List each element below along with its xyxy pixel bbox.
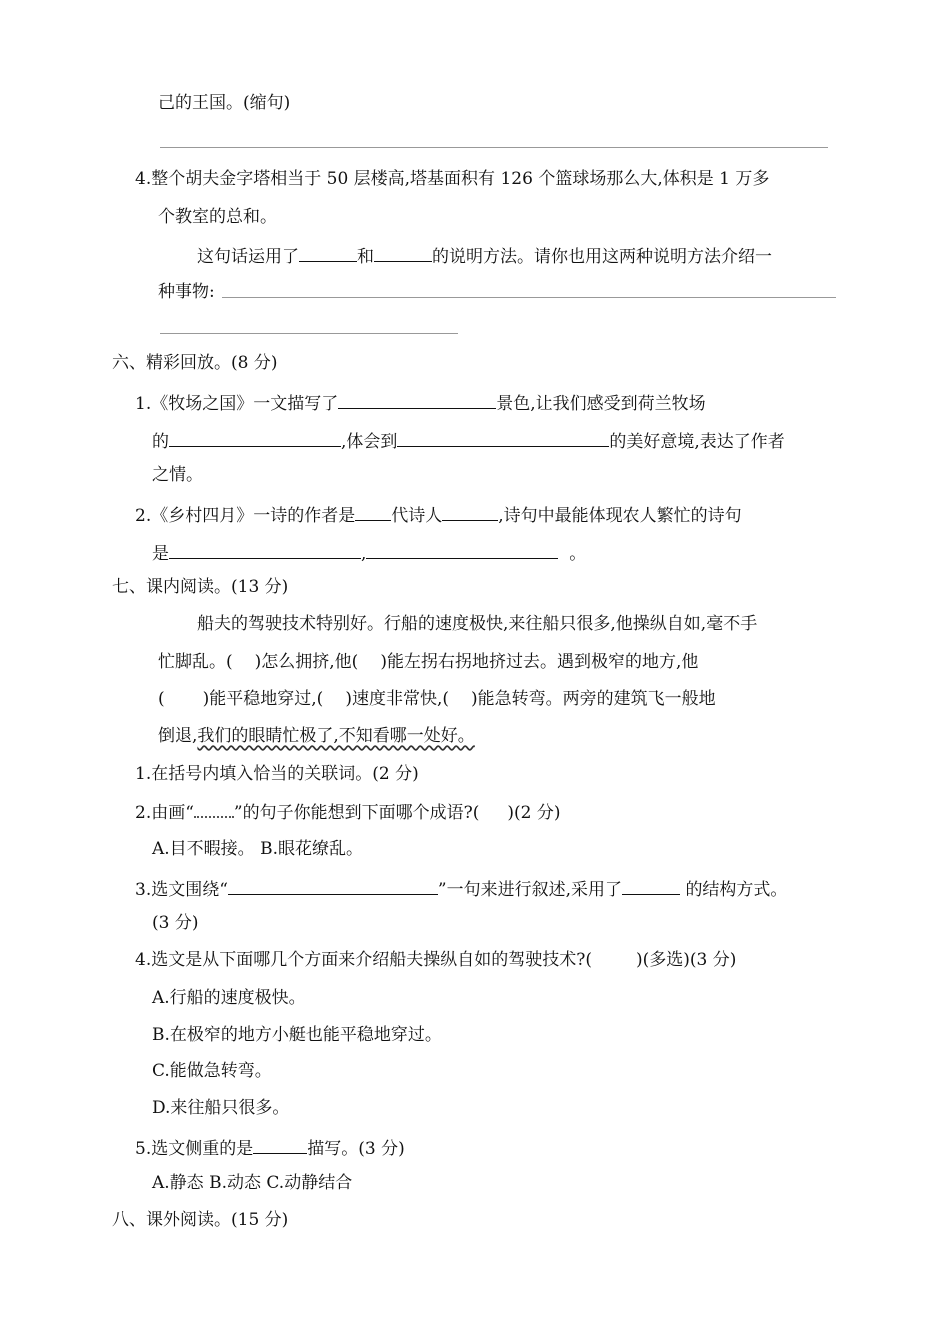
q-text: 代诗人 [391, 506, 443, 526]
q4-text: 的说明方法。请你也用这两种说明方法介绍一 [432, 247, 772, 267]
answer-blank[interactable] [228, 876, 438, 895]
section-7-title: 七、课内阅读。(13 分) [112, 577, 289, 597]
q-text: 的结构方式。 [685, 880, 788, 900]
passage-line4 [158, 725, 475, 747]
answer-blank[interactable] [338, 390, 496, 409]
q-text: , [361, 544, 367, 564]
s7-q4-option-b: B.在极窄的地方小艇也能平稳地穿过。 [152, 1025, 442, 1045]
s7-q4-option-a: A.行船的速度极快。 [152, 988, 306, 1008]
passage-line1: 船夫的驾驶技术特别好。行船的速度极快,来往船只很多,他操纵自如,毫不手 [197, 614, 758, 634]
passage-text: )怎么拥挤,他( [254, 652, 359, 672]
q4-line1: 4.整个胡夫金字塔相当于 50 层楼高,塔基面积有 126 个篮球场那么大,体积是 1 万多 [135, 169, 770, 189]
q-text: 是 [152, 544, 169, 564]
answer-blank[interactable] [397, 428, 609, 447]
passage-text: )能左拐右拐地挤过去。遇到极窄的地方,他 [380, 652, 699, 672]
answer-line[interactable] [160, 147, 828, 148]
section-8-title: 八、课外阅读。(15 分) [112, 1210, 289, 1230]
wavy-line-sample [194, 800, 234, 818]
s7-q4-option-d: D.来往船只很多。 [152, 1098, 290, 1118]
s6-q2-line2 [152, 540, 586, 565]
s6-q1-line2 [152, 428, 785, 453]
q-text: 3.选文围绕“ [135, 880, 228, 900]
passage-text: 倒退, [158, 726, 198, 746]
passage-line2 [158, 651, 698, 673]
q4-line3 [197, 243, 772, 268]
q4-line2: 个教室的总和。 [158, 207, 277, 227]
answer-blank[interactable] [622, 876, 680, 895]
q-text: 1.《牧场之国》一文描写了 [135, 394, 339, 414]
q3-tail-text: 己的王国。(缩句) [158, 93, 291, 113]
q-text: ”的句子你能想到下面哪个成语?( [233, 803, 480, 823]
s7-q5-options: A.静态 B.动态 C.动静结合 [152, 1173, 353, 1193]
q-text: 4.选文是从下面哪几个方面来介绍船夫操纵自如的驾驶技术?( [135, 950, 592, 970]
s7-q1: 1.在括号内填入恰当的关联词。(2 分) [135, 764, 419, 784]
s7-q2-options: A.目不暇接。 B.眼花缭乱。 [152, 839, 363, 859]
underlined-sentence: 我们的眼睛忙极了,不知看哪一处好。 [197, 726, 475, 746]
answer-blank[interactable] [374, 243, 432, 262]
s6-q1-line3: 之情。 [152, 465, 203, 485]
answer-blank[interactable] [355, 502, 391, 521]
s7-q5 [135, 1135, 405, 1160]
s6-q2-line1 [135, 502, 742, 527]
answer-line[interactable] [222, 297, 836, 298]
q4-text: 这句话运用了 [197, 247, 299, 267]
section-6-title: 六、精彩回放。(8 分) [112, 353, 278, 373]
passage-text: ( [158, 689, 165, 709]
s7-q3 [135, 876, 787, 901]
q-text: 5.选文侧重的是 [135, 1139, 254, 1159]
q4-line4 [158, 281, 215, 303]
q-text: ”一句来进行叙述,采用了 [437, 880, 623, 900]
passage-text: )能急转弯。两旁的建筑飞一般地 [470, 689, 716, 709]
s6-q1-line1 [135, 390, 706, 415]
answer-blank[interactable] [442, 502, 498, 521]
q4-text: 和 [357, 247, 374, 267]
answer-blank[interactable] [366, 540, 558, 559]
q-text: 描写。(3 分) [307, 1139, 405, 1159]
q-text: 的美好意境,表达了作者 [609, 432, 785, 452]
passage-text: )速度非常快,( [345, 689, 449, 709]
s7-q3-points: (3 分) [152, 913, 199, 933]
q-text: 景色,让我们感受到荷兰牧场 [496, 394, 706, 414]
answer-blank[interactable] [169, 540, 361, 559]
s7-q2 [135, 800, 560, 824]
q-text: )(多选)(3 分) [635, 950, 737, 970]
q-text: 。 [569, 544, 587, 564]
s7-q4 [135, 949, 736, 971]
s7-q4-option-c: C.能做急转弯。 [152, 1061, 272, 1081]
answer-blank[interactable] [299, 243, 357, 262]
q-text: ,诗句中最能体现农人繁忙的诗句 [498, 506, 742, 526]
q4-text: 种事物: [158, 282, 215, 302]
answer-line[interactable] [160, 333, 458, 334]
answer-blank[interactable] [253, 1135, 307, 1154]
q-text: 2.《乡村四月》一诗的作者是 [135, 506, 356, 526]
passage-text: 忙脚乱。( [158, 652, 233, 672]
answer-blank[interactable] [169, 428, 341, 447]
q-text: 的 [152, 432, 169, 452]
q-text: ,体会到 [341, 432, 398, 452]
passage-line3 [158, 688, 716, 710]
q-text: )(2 分) [507, 803, 561, 823]
q-text: 2.由画“ [135, 803, 194, 823]
passage-text: )能平稳地穿过,( [202, 689, 324, 709]
